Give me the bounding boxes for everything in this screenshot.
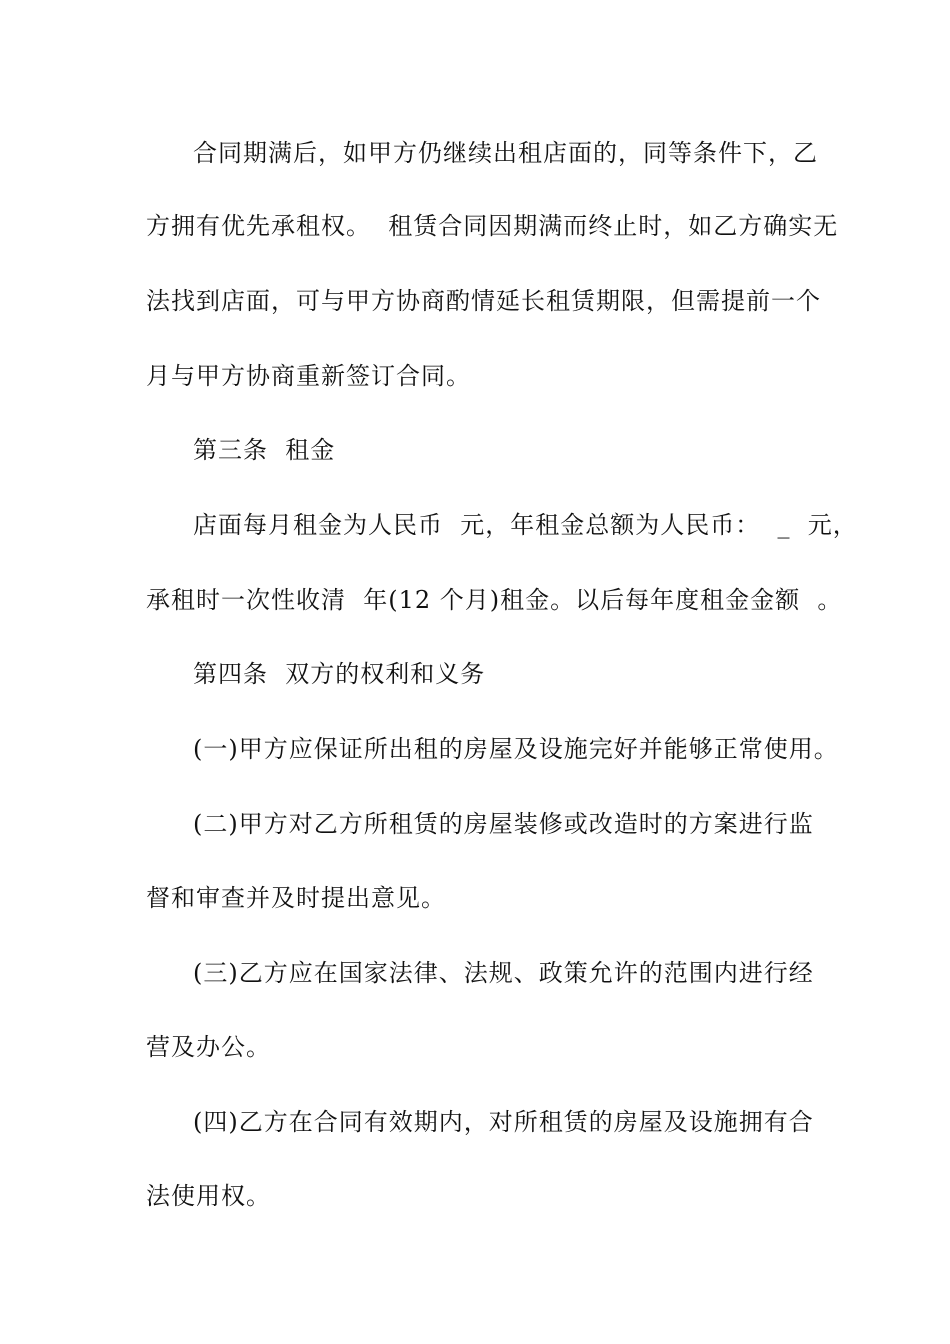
paragraph-line: 合同期满后，如甲方仍继续出租店面的，同等条件下，乙 (193, 139, 818, 167)
paragraph-line: 营及办公。 (146, 1033, 271, 1061)
paragraph-line: 法使用权。 (146, 1182, 271, 1210)
paragraph-line: 月与甲方协商重新签订合同。 (146, 362, 471, 390)
paragraph-line: 督和审查并及时提出意见。 (146, 884, 446, 912)
section-heading-rights-obligations: 第四条 双方的权利和义务 (193, 660, 486, 688)
paragraph-line: 方拥有优先承租权。 租赁合同因期满而终止时，如乙方确实无 (146, 212, 839, 240)
paragraph-line: 承租时一次性收清 年(12 个月)租金。以后每年度租金金额 。 (146, 586, 843, 614)
paragraph-line: 店面每月租金为人民币 元，年租金总额为人民币： _ 元， (193, 511, 858, 539)
clause-item-4: (四)乙方在合同有效期内，对所租赁的房屋及设施拥有合 (193, 1108, 814, 1136)
section-heading-rent: 第三条 租金 (193, 436, 336, 464)
clause-item-1: (一)甲方应保证所出租的房屋及设施完好并能够正常使用。 (193, 735, 839, 763)
paragraph-line: 法找到店面，可与甲方协商酌情延长租赁期限，但需提前一个 (146, 287, 821, 315)
clause-item-2: (二)甲方对乙方所租赁的房屋装修或改造时的方案进行监 (193, 810, 814, 838)
clause-item-3: (三)乙方应在国家法律、法规、政策允许的范围内进行经 (193, 959, 814, 987)
